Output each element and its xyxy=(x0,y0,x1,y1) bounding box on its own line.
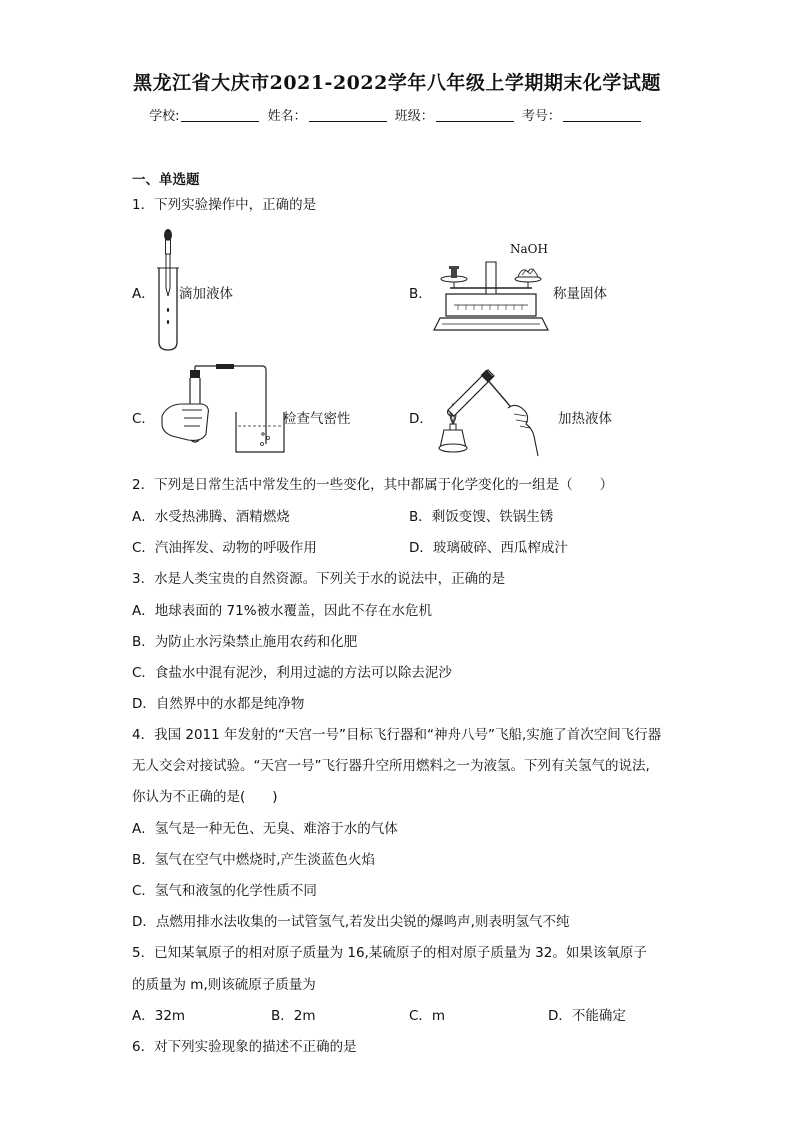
q1-option-a-caption: 滴加液体 xyxy=(179,286,233,302)
q3-option-c[interactable]: C．食盐水中混有泥沙，利用过滤的方法可以除去泥沙 xyxy=(132,665,452,681)
q5-option-c[interactable]: C．m xyxy=(409,1008,446,1024)
section-heading: 一、单选题 xyxy=(132,172,200,188)
q1-option-c-caption: 检查气密性 xyxy=(283,411,351,427)
q1-option-b-reagent: NaOH xyxy=(510,242,548,256)
page-title: 黑龙江省大庆市2021-2022学年八年级上学期期末化学试题 xyxy=(133,72,661,94)
exam-no-blank[interactable] xyxy=(563,109,641,122)
school-label: 学校: xyxy=(149,109,180,124)
airtightness-check-icon xyxy=(158,364,286,456)
q4-stem-line-2: 无人交会对接试验。“天宫一号”飞行器升空所用燃料之一为液氢。下列有关氢气的说法, xyxy=(132,758,650,774)
q4-option-a[interactable]: A．氢气是一种无色、无臭、难溶于水的气体 xyxy=(132,821,398,837)
heating-liquid-icon xyxy=(430,368,558,458)
q4-stem-line-1: 4．我国 2011 年发射的“天宫一号”目标飞行器和“神舟八号”飞船,实施了首次空间飞行器 xyxy=(132,727,662,743)
student-info-line xyxy=(0,105,794,124)
q1-option-a-letter: A． xyxy=(132,286,155,302)
q4-option-d[interactable]: D．点燃用排水法收集的一试管氢气,若发出尖锐的爆鸣声,则表明氢气不纯 xyxy=(132,914,570,930)
q1-option-b-letter: B． xyxy=(409,286,432,302)
balance-scale-icon xyxy=(432,258,550,334)
q5-stem-line-2: 的质量为 m,则该硫原子质量为 xyxy=(132,977,316,993)
q1-option-c-letter: C． xyxy=(132,411,155,427)
q5-option-b[interactable]: B．2m xyxy=(271,1008,316,1024)
q2-option-a[interactable]: A．水受热沸腾、酒精燃烧 xyxy=(132,509,290,525)
q3-option-a[interactable]: A．地球表面的 71%被水覆盖，因此不存在水危机 xyxy=(132,603,433,619)
q2-stem: 2．下列是日常生活中常发生的一些变化，其中都属于化学变化的一组是（ ） xyxy=(132,477,614,493)
q2-option-b[interactable]: B．剩饭变馊、铁锅生锈 xyxy=(409,509,554,525)
q4-option-b[interactable]: B．氢气在空气中燃烧时,产生淡蓝色火焰 xyxy=(132,852,376,868)
school-blank[interactable] xyxy=(181,109,259,122)
q4-option-c[interactable]: C．氢气和液氢的化学性质不同 xyxy=(132,883,317,899)
class-label: 班级： xyxy=(394,109,434,124)
q5-option-d[interactable]: D．不能确定 xyxy=(548,1008,626,1024)
q2-option-c[interactable]: C．汽油挥发、动物的呼吸作用 xyxy=(132,540,317,556)
q3-option-d[interactable]: D．自然界中的水都是纯净物 xyxy=(132,696,305,712)
class-blank[interactable] xyxy=(436,109,514,122)
q1-option-d-letter: D． xyxy=(409,411,433,427)
q1-option-b-caption: 称量固体 xyxy=(553,286,607,302)
q1-option-d-caption: 加热液体 xyxy=(558,411,612,427)
q3-option-b[interactable]: B．为防止水污染禁止施用农药和化肥 xyxy=(132,634,358,650)
q1-stem: 1．下列实验操作中，正确的是 xyxy=(132,197,317,213)
name-label: 姓名： xyxy=(267,109,307,124)
q6-stem: 6．对下列实验现象的描述不正确的是 xyxy=(132,1039,357,1055)
q3-stem: 3．水是人类宝贵的自然资源。下列关于水的说法中，正确的是 xyxy=(132,571,506,587)
q4-stem-line-3: 你认为不正确的是( ) xyxy=(132,789,278,805)
q5-stem-line-1: 5．已知某氧原子的相对原子质量为 16,某硫原子的相对原子质量为 32。如果该氧原子 xyxy=(132,945,647,961)
name-blank[interactable] xyxy=(309,109,387,122)
q5-option-a[interactable]: A．32m xyxy=(132,1008,186,1024)
exam-no-label: 考号： xyxy=(521,109,561,124)
q2-option-d[interactable]: D．玻璃破碎、西瓜榨成汁 xyxy=(409,540,568,556)
